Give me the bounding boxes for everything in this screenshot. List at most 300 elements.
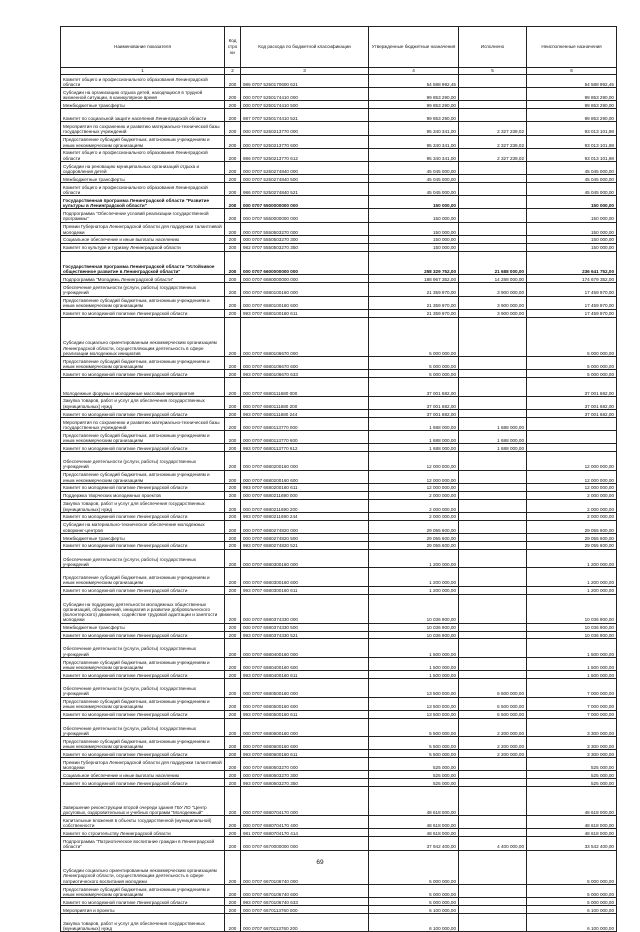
row-classification-cell: 993 0707 6680300160 611 <box>241 586 369 594</box>
row-executed-cell: 1 688 000,00 <box>459 417 527 430</box>
row-unexecuted-cell: 54 588 992,45 <box>527 75 617 88</box>
table-row <box>61 671 617 679</box>
row-name-cell: Субсидии социально ориентированным некоммерческим организациям Ленинградской области, осуществляющим деятельность в сфере реализации молодежных инициатив <box>61 317 225 357</box>
table-row <box>61 898 617 906</box>
row-name-cell: Подпрограмма "Молодежь Ленинградской области" <box>61 275 225 283</box>
row-approved-cell: 54 588 992,45 <box>369 75 459 88</box>
row-unexecuted-cell: 6 100 000,00 <box>527 913 617 932</box>
row-unexecuted-cell: 33 542 400,00 <box>527 837 617 850</box>
row-executed-cell <box>459 370 527 378</box>
row-name-cell: Комитет общего и профессионального образования Ленинградской области <box>61 183 225 196</box>
row-unexecuted-cell: 150 000,00 <box>527 243 617 251</box>
table-row <box>61 850 617 884</box>
row-approved-cell: 150 000,00 <box>369 243 459 251</box>
row-executed-cell <box>459 520 527 533</box>
row-name-cell: Комитет по молодежной политике Ленинградской области <box>61 512 225 520</box>
row-unexecuted-cell: 1 500 000,00 <box>527 639 617 658</box>
row-code-cell: 200 <box>225 317 241 357</box>
row-unexecuted-cell: 93 013 101,98 <box>527 135 617 148</box>
row-executed-cell: 4 400 000,00 <box>459 837 527 850</box>
row-unexecuted-cell: 12 000 000,00 <box>527 452 617 471</box>
row-classification-cell: 993 0707 6680113770 612 <box>241 444 369 452</box>
row-classification-cell: 000 0707 6670106740 600 <box>241 884 369 897</box>
row-name-cell: Предоставление субсидий бюджетным, автономным учреждениям и иным некоммерческим организациям <box>61 296 225 309</box>
row-executed-cell <box>459 829 527 837</box>
row-unexecuted-cell: 2 000 000,00 <box>527 499 617 512</box>
row-classification-cell: 000 0707 6680603270 000 <box>241 758 369 771</box>
row-approved-cell: 6 100 000,00 <box>369 913 459 932</box>
row-approved-cell: 12 000 000,00 <box>369 470 459 483</box>
row-executed-cell: 3 900 000,00 <box>459 283 527 296</box>
row-code-cell: 200 <box>225 671 241 679</box>
row-approved-cell: 45 045 000,00 <box>369 162 459 175</box>
row-approved-cell: 95 340 341,00 <box>369 122 459 135</box>
row-executed-cell <box>459 906 527 914</box>
row-approved-cell: 12 000 000,00 <box>369 483 459 491</box>
table-row <box>61 162 617 175</box>
row-classification-cell: 986 0707 5250274840 521 <box>241 183 369 196</box>
row-approved-cell: 150 000,00 <box>369 235 459 243</box>
table-row <box>61 317 617 357</box>
row-unexecuted-cell: 1 200 000,00 <box>527 586 617 594</box>
table-row <box>61 631 617 639</box>
row-code-cell: 200 <box>225 396 241 409</box>
row-executed-cell <box>459 533 527 541</box>
row-code-cell: 200 <box>225 594 241 623</box>
row-unexecuted-cell: 5 000 000,00 <box>527 850 617 884</box>
row-executed-cell: 2 200 000,00 <box>459 718 527 737</box>
row-name-cell: Субсидии на поддержку деятельности молодежных общественных организаций, объединений, инициатив и развитие добровольческого (волонтерского) движения, содействие трудовой адаптации и занятости молодежи <box>61 594 225 623</box>
row-executed-cell: 2 327 239,02 <box>459 148 527 161</box>
row-code-cell: 200 <box>225 209 241 222</box>
row-approved-cell: 10 036 900,00 <box>369 623 459 631</box>
row-classification-cell: 000 0707 6680500160 000 <box>241 679 369 698</box>
row-executed-cell <box>459 594 527 623</box>
table-row <box>61 444 617 452</box>
row-approved-cell: 258 329 752,00 <box>369 251 459 275</box>
row-executed-cell <box>459 396 527 409</box>
row-name-cell: Межбюджетные трансферты <box>61 101 225 109</box>
row-name-cell: Премии Губернатора Ленинградской области для поддержки талантливой молодежи <box>61 758 225 771</box>
row-code-cell: 200 <box>225 639 241 658</box>
row-classification-cell: 000 0707 6680704170 400 <box>241 816 369 829</box>
row-unexecuted-cell: 17 459 970,00 <box>527 296 617 309</box>
row-classification-cell: 000 0707 6680111680 200 <box>241 396 369 409</box>
row-code-cell: 200 <box>225 737 241 750</box>
row-name-cell: Закупка товаров, работ и услуг для обеспечения государственных (муниципальных) нужд <box>61 499 225 512</box>
row-unexecuted-cell: 45 045 000,00 <box>527 183 617 196</box>
row-unexecuted-cell: 17 459 970,00 <box>527 283 617 296</box>
row-approved-cell: 5 000 000,00 <box>369 850 459 884</box>
row-classification-cell: 987 0707 5250174410 521 <box>241 109 369 122</box>
row-approved-cell: 99 853 290,00 <box>369 88 459 101</box>
row-name-cell: Обеспечение деятельности (услуги, работы) государственных учреждений <box>61 549 225 568</box>
table-row <box>61 657 617 670</box>
table-row <box>61 396 617 409</box>
row-code-cell: 200 <box>225 631 241 639</box>
row-unexecuted-cell: 1 500 000,00 <box>527 671 617 679</box>
row-name-cell: Комитет по молодежной политике Ленинградской области <box>61 309 225 317</box>
table-row <box>61 679 617 698</box>
row-approved-cell: 37 001 682,00 <box>369 378 459 397</box>
row-code-cell: 200 <box>225 898 241 906</box>
row-unexecuted-cell: 99 853 290,00 <box>527 109 617 122</box>
row-classification-cell: 000 0707 5250174410 000 <box>241 88 369 101</box>
row-unexecuted-cell: 5 000 000,00 <box>527 317 617 357</box>
row-executed-cell <box>459 779 527 787</box>
row-approved-cell: 37 942 400,00 <box>369 837 459 850</box>
row-name-cell: Государственная программа Ленинградской области "Устойчивое общественное развитие в Ленинградской области" <box>61 251 225 275</box>
table-row <box>61 737 617 750</box>
row-unexecuted-cell: 48 618 000,00 <box>527 816 617 829</box>
row-unexecuted-cell: 5 000 000,00 <box>527 898 617 906</box>
row-unexecuted-cell: 29 055 600,00 <box>527 520 617 533</box>
row-executed-cell <box>459 568 527 587</box>
row-name-cell: Государственная программа Ленинградской области "Развитие культуры в Ленинградской области" <box>61 196 225 209</box>
column-index: 2 <box>225 68 241 75</box>
row-approved-cell: 29 055 600,00 <box>369 533 459 541</box>
table-row <box>61 75 617 88</box>
row-approved-cell: 5 000 000,00 <box>369 370 459 378</box>
row-code-cell: 200 <box>225 183 241 196</box>
row-code-cell: 200 <box>225 657 241 670</box>
row-executed-cell <box>459 410 527 418</box>
row-unexecuted-cell: 6 100 000,00 <box>527 906 617 914</box>
row-classification-cell: 000 0707 6680211690 200 <box>241 499 369 512</box>
row-name-cell: Мероприятия по сохранению и развитию материально-технической базы государственных учреждений <box>61 122 225 135</box>
row-unexecuted-cell: 29 055 600,00 <box>527 533 617 541</box>
row-approved-cell: 21 359 970,00 <box>369 309 459 317</box>
row-unexecuted-cell: 525 000,00 <box>527 758 617 771</box>
row-unexecuted-cell: 12 000 000,00 <box>527 483 617 491</box>
row-approved-cell: 1 688 000,00 <box>369 431 459 444</box>
table-row <box>61 771 617 779</box>
row-code-cell: 200 <box>225 109 241 122</box>
row-classification-cell: 000 0707 5250274840 000 <box>241 162 369 175</box>
row-name-cell: Комитет общего и профессионального образования Ленинградской области <box>61 148 225 161</box>
row-approved-cell: 1 688 000,00 <box>369 444 459 452</box>
row-classification-cell: 000 0707 5550000000 000 <box>241 209 369 222</box>
row-executed-cell <box>459 101 527 109</box>
row-executed-cell: 1 688 000,00 <box>459 444 527 452</box>
table-row <box>61 829 617 837</box>
table-row <box>61 196 617 209</box>
row-classification-cell: 982 0707 5550503270 350 <box>241 243 369 251</box>
row-code-cell: 200 <box>225 697 241 710</box>
row-code-cell: 200 <box>225 148 241 161</box>
row-executed-cell <box>459 639 527 658</box>
row-approved-cell: 150 000,00 <box>369 222 459 235</box>
row-executed-cell <box>459 850 527 884</box>
row-executed-cell <box>459 541 527 549</box>
row-name-cell: Закупка товаров, работ и услуг для обеспечения государственных (муниципальных) нужд <box>61 913 225 932</box>
row-classification-cell: 000 0707 6670000000 000 <box>241 837 369 850</box>
row-classification-cell: 000 0707 6680000000 000 <box>241 275 369 283</box>
table-row <box>61 122 617 135</box>
table-row <box>61 88 617 101</box>
column-index: 6 <box>527 68 617 75</box>
row-unexecuted-cell: 150 000,00 <box>527 209 617 222</box>
table-row <box>61 499 617 512</box>
row-approved-cell: 525 000,00 <box>369 758 459 771</box>
row-code-cell: 200 <box>225 816 241 829</box>
row-name-cell: Премии Губернатора Ленинградской области для поддержки талантливой молодежи <box>61 222 225 235</box>
row-unexecuted-cell: 93 013 101,98 <box>527 122 617 135</box>
row-approved-cell: 5 000 000,00 <box>369 884 459 897</box>
row-name-cell: Капитальные вложения в объекты государственной (муниципальной) собственности <box>61 816 225 829</box>
row-code-cell: 200 <box>225 235 241 243</box>
row-classification-cell: 000 0707 6680400160 600 <box>241 657 369 670</box>
row-code-cell: 200 <box>225 378 241 397</box>
header-unexecuted: Неисполненные назначения <box>527 27 617 68</box>
table-row <box>61 275 617 283</box>
row-unexecuted-cell: 5 000 000,00 <box>527 370 617 378</box>
row-approved-cell: 48 618 000,00 <box>369 816 459 829</box>
row-approved-cell: 12 000 000,00 <box>369 452 459 471</box>
row-executed-cell: 6 500 000,00 <box>459 697 527 710</box>
row-code-cell: 200 <box>225 758 241 771</box>
column-index: 3 <box>241 68 369 75</box>
table-row <box>61 370 617 378</box>
row-approved-cell: 13 500 000,00 <box>369 710 459 718</box>
row-executed-cell <box>459 75 527 88</box>
row-name-cell: Комитет по молодежной политике Ленинградской области <box>61 444 225 452</box>
row-approved-cell: 13 500 000,00 <box>369 697 459 710</box>
row-classification-cell: 993 0707 6680106670 633 <box>241 370 369 378</box>
row-code-cell: 200 <box>225 75 241 88</box>
row-classification-cell: 000 0707 6680300160 600 <box>241 568 369 587</box>
row-unexecuted-cell: 2 000 000,00 <box>527 491 617 499</box>
row-code-cell: 200 <box>225 512 241 520</box>
row-name-cell: Предоставление субсидий бюджетным, автономным учреждениям и иным некоммерческим организациям <box>61 357 225 370</box>
row-approved-cell: 2 000 000,00 <box>369 499 459 512</box>
row-code-cell: 200 <box>225 491 241 499</box>
row-executed-cell <box>459 209 527 222</box>
row-unexecuted-cell: 37 001 682,00 <box>527 378 617 397</box>
row-executed-cell <box>459 243 527 251</box>
row-code-cell: 200 <box>225 837 241 850</box>
row-executed-cell <box>459 162 527 175</box>
row-classification-cell: 000 0707 6680374330 500 <box>241 623 369 631</box>
row-name-cell: Предоставление субсидий бюджетным, автономным учреждениям и иным некоммерческим организациям <box>61 431 225 444</box>
row-code-cell: 200 <box>225 175 241 183</box>
row-executed-cell <box>459 378 527 397</box>
row-classification-cell: 981 0707 6680704170 414 <box>241 829 369 837</box>
table-body <box>61 75 617 932</box>
row-executed-cell <box>459 88 527 101</box>
row-code-cell: 200 <box>225 679 241 698</box>
row-executed-cell <box>459 657 527 670</box>
row-name-cell: Комитет по молодежной политике Ленинградской области <box>61 483 225 491</box>
row-approved-cell: 6 100 000,00 <box>369 906 459 914</box>
table-row <box>61 209 617 222</box>
row-executed-cell: 6 500 000,00 <box>459 679 527 698</box>
row-name-cell: Завершение реконструкции второй очереди здания ГБУ ЛО "Центр досуговых, оздоровительных и учебных программ "Молодежный" <box>61 787 225 816</box>
table-row <box>61 710 617 718</box>
row-unexecuted-cell: 48 618 000,00 <box>527 829 617 837</box>
row-classification-cell: 000 0707 5250213770 000 <box>241 122 369 135</box>
row-classification-cell: 000 0707 6680274820 500 <box>241 533 369 541</box>
row-name-cell: Предоставление субсидий бюджетным, автономным учреждениям и иным некоммерческим организациям <box>61 568 225 587</box>
table-row <box>61 431 617 444</box>
row-classification-cell: 000 0707 6670113760 200 <box>241 913 369 932</box>
row-approved-cell: 29 055 600,00 <box>369 541 459 549</box>
row-approved-cell: 48 618 000,00 <box>369 787 459 816</box>
row-code-cell: 200 <box>225 533 241 541</box>
row-executed-cell: 3 900 000,00 <box>459 296 527 309</box>
row-classification-cell: 000 0707 6680211690 000 <box>241 491 369 499</box>
row-classification-cell: 000 0707 6680113770 600 <box>241 431 369 444</box>
row-approved-cell: 45 045 000,00 <box>369 175 459 183</box>
row-executed-cell <box>459 816 527 829</box>
row-unexecuted-cell: 10 036 900,00 <box>527 631 617 639</box>
row-executed-cell: 2 327 239,02 <box>459 122 527 135</box>
row-unexecuted-cell: 29 055 600,00 <box>527 541 617 549</box>
row-unexecuted-cell: 17 459 970,00 <box>527 309 617 317</box>
row-executed-cell <box>459 109 527 122</box>
row-name-cell: Предоставление субсидий бюджетным, автономным учреждениям и иным некоммерческим организациям <box>61 884 225 897</box>
row-unexecuted-cell: 236 641 752,00 <box>527 251 617 275</box>
row-approved-cell: 21 359 970,00 <box>369 283 459 296</box>
row-executed-cell <box>459 175 527 183</box>
row-unexecuted-cell: 1 200 000,00 <box>527 549 617 568</box>
header-name: Наименование показателя <box>61 27 225 68</box>
table-row <box>61 175 617 183</box>
row-name-cell: Предоставление субсидий бюджетным, автономным учреждениям и иным некоммерческим организациям <box>61 470 225 483</box>
row-unexecuted-cell: 7 000 000,00 <box>527 710 617 718</box>
row-name-cell: Субсидии на материально-техническое обеспечение молодежных коворкинг-центров <box>61 520 225 533</box>
row-unexecuted-cell: 525 000,00 <box>527 771 617 779</box>
table-row <box>61 135 617 148</box>
row-code-cell: 200 <box>225 101 241 109</box>
table-row <box>61 541 617 549</box>
table-row <box>61 470 617 483</box>
row-approved-cell: 99 853 290,00 <box>369 101 459 109</box>
row-executed-cell <box>459 913 527 932</box>
row-approved-cell: 99 853 290,00 <box>369 109 459 122</box>
row-executed-cell: 21 688 000,00 <box>459 251 527 275</box>
row-name-cell: Молодежные форумы и молодежные массовые мероприятия <box>61 378 225 397</box>
row-executed-cell <box>459 483 527 491</box>
row-executed-cell <box>459 671 527 679</box>
row-code-cell: 200 <box>225 483 241 491</box>
row-unexecuted-cell: 150 000,00 <box>527 222 617 235</box>
row-executed-cell <box>459 549 527 568</box>
column-index-row <box>61 68 617 75</box>
row-executed-cell: 1 688 000,00 <box>459 431 527 444</box>
row-classification-cell: 000 0707 5250213770 600 <box>241 135 369 148</box>
row-approved-cell: 1 200 000,00 <box>369 549 459 568</box>
row-unexecuted-cell: 93 013 101,98 <box>527 148 617 161</box>
row-name-cell: Комитет по молодежной политике Ленинградской области <box>61 370 225 378</box>
row-name-cell: Предоставление субсидий бюджетным, автономным учреждениям и иным некоммерческим организациям <box>61 737 225 750</box>
row-unexecuted-cell: 1 500 000,00 <box>527 657 617 670</box>
row-name-cell: Комитет по молодежной политике Ленинградской области <box>61 541 225 549</box>
column-index: 1 <box>61 68 225 75</box>
row-name-cell: Обеспечение деятельности (услуги, работы) государственных учреждений <box>61 452 225 471</box>
row-executed-cell <box>459 222 527 235</box>
row-executed-cell <box>459 452 527 471</box>
row-classification-cell: 000 0707 6680113770 000 <box>241 417 369 430</box>
row-approved-cell: 45 045 000,00 <box>369 183 459 196</box>
row-classification-cell: 000 0707 6680111680 000 <box>241 378 369 397</box>
row-name-cell: Комитет по культуре и туризму Ленинградской области <box>61 243 225 251</box>
row-name-cell: Поддержка творческих молодежных проектов <box>61 491 225 499</box>
row-name-cell: Обеспечение деятельности (услуги, работы) государственных учреждений <box>61 283 225 296</box>
row-unexecuted-cell: 48 618 000,00 <box>527 787 617 816</box>
table-row <box>61 913 617 932</box>
row-approved-cell: 5 000 000,00 <box>369 898 459 906</box>
header-approved: Утвержденные бюджетные назначения <box>369 27 459 68</box>
row-approved-cell: 1 500 000,00 <box>369 657 459 670</box>
row-approved-cell: 21 359 970,00 <box>369 296 459 309</box>
row-classification-cell: 000 0707 5550503270 300 <box>241 235 369 243</box>
row-name-cell: Обеспечение деятельности (услуги, работы) государственных учреждений <box>61 718 225 737</box>
row-executed-cell: 6 500 000,00 <box>459 710 527 718</box>
row-unexecuted-cell <box>527 417 617 430</box>
row-classification-cell: 000 0707 6670106740 000 <box>241 850 369 884</box>
row-classification-cell: 000 0707 6670113760 000 <box>241 906 369 914</box>
row-classification-cell: 000 0707 5550503270 000 <box>241 222 369 235</box>
row-name-cell: Субсидии на реновацию муниципальных организаций отдыха и оздоровления детей <box>61 162 225 175</box>
row-executed-cell: 2 200 000,00 <box>459 737 527 750</box>
table-row <box>61 586 617 594</box>
table-row <box>61 512 617 520</box>
row-code-cell: 200 <box>225 283 241 296</box>
row-code-cell: 200 <box>225 549 241 568</box>
table-row <box>61 148 617 161</box>
table-row <box>61 549 617 568</box>
row-executed-cell: 2 327 239,02 <box>459 135 527 148</box>
row-code-cell: 200 <box>225 884 241 897</box>
row-name-cell: Предоставление субсидий бюджетным, автономным учреждениям и иным некоммерческим организациям <box>61 657 225 670</box>
row-unexecuted-cell <box>527 444 617 452</box>
row-classification-cell: 993 0707 6670106740 633 <box>241 898 369 906</box>
row-code-cell: 200 <box>225 122 241 135</box>
row-approved-cell: 525 000,00 <box>369 771 459 779</box>
row-name-cell: Комитет по молодежной политике Ленинградской области <box>61 586 225 594</box>
row-approved-cell: 5 000 000,00 <box>369 317 459 357</box>
row-name-cell: Комитет по строительству Ленинградской области <box>61 829 225 837</box>
table-row <box>61 101 617 109</box>
row-code-cell: 200 <box>225 196 241 209</box>
row-executed-cell <box>459 787 527 816</box>
row-classification-cell: 993 0707 6680111680 244 <box>241 410 369 418</box>
row-approved-cell: 10 036 900,00 <box>369 594 459 623</box>
row-executed-cell <box>459 586 527 594</box>
row-executed-cell <box>459 898 527 906</box>
row-approved-cell: 150 000,00 <box>369 209 459 222</box>
row-classification-cell: 000 0707 5250274840 500 <box>241 175 369 183</box>
row-unexecuted-cell: 3 300 000,00 <box>527 750 617 758</box>
table-row <box>61 283 617 296</box>
row-classification-cell: 000 0707 6600000000 000 <box>241 251 369 275</box>
row-name-cell: Комитет по молодежной политике Ленинградской области <box>61 710 225 718</box>
header-classification: Код расхода по бюджетной классификации <box>241 27 369 68</box>
row-code-cell: 200 <box>225 222 241 235</box>
row-unexecuted-cell: 5 000 000,00 <box>527 357 617 370</box>
column-index: 5 <box>459 68 527 75</box>
row-approved-cell: 5 500 000,00 <box>369 750 459 758</box>
row-executed-cell <box>459 470 527 483</box>
table-row <box>61 235 617 243</box>
row-executed-cell: 14 288 000,00 <box>459 275 527 283</box>
row-classification-cell: 993 0707 6680600160 611 <box>241 750 369 758</box>
row-approved-cell: 37 001 682,00 <box>369 396 459 409</box>
row-name-cell: Социальное обеспечение и иные выплаты населению <box>61 235 225 243</box>
table-row <box>61 816 617 829</box>
row-classification-cell: 000 0707 6680374330 000 <box>241 594 369 623</box>
